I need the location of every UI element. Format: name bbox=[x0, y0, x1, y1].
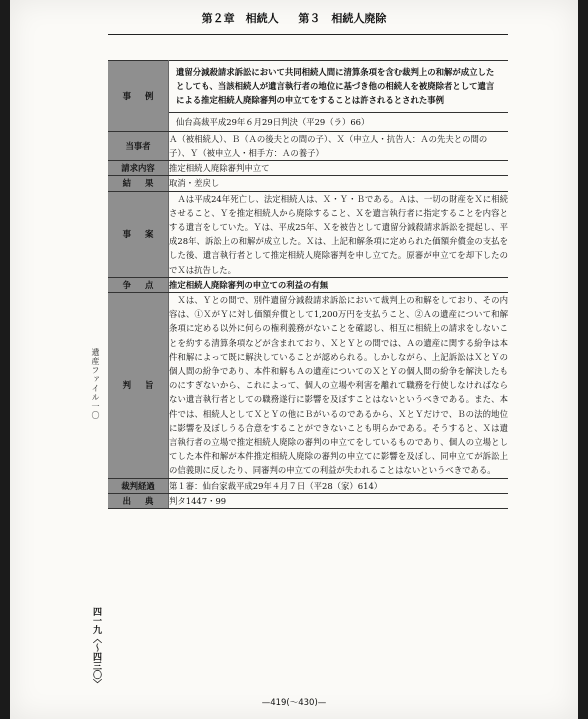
case-citation: 仙台高裁平成29年６月29日判決（平29（ラ）66） bbox=[169, 112, 508, 131]
row-parties bbox=[108, 131, 508, 160]
parties-text: Ａ（被相続人）、Ｂ（Ａの後夫との間の子）、Ｘ（申立人・抗告人：Ａの先夫との間の子）、Ｙ（被申立人・相手方：Ａの養子） bbox=[169, 131, 509, 160]
section-title: 第３ 相続人廃除 bbox=[298, 12, 387, 25]
label-holding: 判旨 bbox=[108, 293, 169, 479]
side-page-number: 四一九〈～四三〇〉 bbox=[91, 607, 101, 688]
history-text: 第１審：仙台家裁平成29年４月７日（平28（家）614） bbox=[169, 478, 509, 493]
row-claim bbox=[108, 161, 508, 176]
result-text: 取消・差戻し bbox=[169, 176, 509, 191]
facts-text: Ａは平成24年死亡し、法定相続人は、Ｘ・Ｙ・Ｂである。Ａは、一切の財産をＸに相続させること、Ｙを推定相続人から廃除すること、Ｘを遺言執行者に指定することを内容とする遺言をしていた。Ｙは、平成25年、Ｘを被告として遺留分減殺請求訴訟を提起し、平成28年、訴訟上の和解が成立した。Ｘは、上記和解条項に定められた価額弁償金の支払をした後、遺言執行者として推定相続人廃除審判を申し立てた。原審が申立てを却下したのでＸは抗告した。 bbox=[169, 191, 509, 277]
label-history: 裁判経過 bbox=[108, 478, 169, 493]
row-holding bbox=[108, 293, 508, 479]
label-claim: 請求内容 bbox=[108, 161, 169, 176]
chapter-title: 第２章 相続人 bbox=[201, 12, 279, 25]
row-result bbox=[108, 176, 508, 191]
running-header bbox=[10, 10, 578, 26]
label-facts: 事案 bbox=[108, 191, 169, 277]
label-issue: 争点 bbox=[108, 277, 169, 292]
issue-text: 推定相続人廃除審判の申立ての利益の有無 bbox=[169, 277, 509, 292]
case-question: 遺留分減殺請求訴訟において共同相続人間に清算条項を含む裁判上の和解が成立したとしても、当該相続人が遺言執行者の地位に基づき他の相続人を被廃除者として遺言による推定相続人廃除審判の申立てをすることは許されるとされた事例 bbox=[176, 67, 495, 106]
holding-text: Ｘは、Ｙとの間で、別件遺留分減殺請求訴訟において裁判上の和解をしており、その内容は、①ＸがＹに対し価額弁償として1,200万円を支払うこと、②Ａの遺産について和解条項に定める以外に何らの権利義務がないことを確認し、相互に相続上の請求をしないことを約する清算条項などが含まれており、ＸとＹとの間では、Ａの遺産に関する紛争は本件和解によって既に解決していることが認められる。しかしながら、上記訴訟はＸとＹの個人間の紛争であり、本件和解もＡの遺産についてのＸとＹの個人間の紛争を解決したものにすぎないから、これによって、個人の立場や利害を離れて職務を行使しなければならない遺言執行者としての職務遂行に影響を及ぼすことはないというべきである。また、本件では、相続人としてＸとＹの他にＢがいるのであるから、ＸとＹだけで、Ｂの法的地位に影響を及ぼしうる合意をすることができないことも明らかである。そうすると、Ｘは遺言執行者の立場で推定相続人廃除の審判の申立てをしているものであり、個人の立場としてした本件和解が本件推定相続人廃除の審判の申立てに影響を及ぼし、同申立てが訴訟上の信義則に反したり、同審判の申立ての利益が失われることはないというべきである。 bbox=[169, 293, 509, 479]
case-summary-table bbox=[108, 60, 508, 509]
source-text: 判タ1447・99 bbox=[169, 493, 509, 508]
claim-text: 推定相続人廃除審判申立て bbox=[169, 161, 509, 176]
label-result: 結果 bbox=[108, 176, 169, 191]
row-case bbox=[108, 61, 508, 132]
label-case: 事例 bbox=[108, 61, 169, 132]
side-file-label: 遺産ファイル一〇 bbox=[91, 348, 100, 420]
header-rule bbox=[108, 34, 508, 35]
label-parties: 当事者 bbox=[108, 131, 169, 160]
row-source bbox=[108, 493, 508, 508]
document-page bbox=[10, 0, 578, 719]
row-issue bbox=[108, 277, 508, 292]
row-history bbox=[108, 478, 508, 493]
label-source: 出典 bbox=[108, 493, 169, 508]
row-facts bbox=[108, 191, 508, 277]
page-folio: —419(～430)— bbox=[261, 698, 327, 708]
